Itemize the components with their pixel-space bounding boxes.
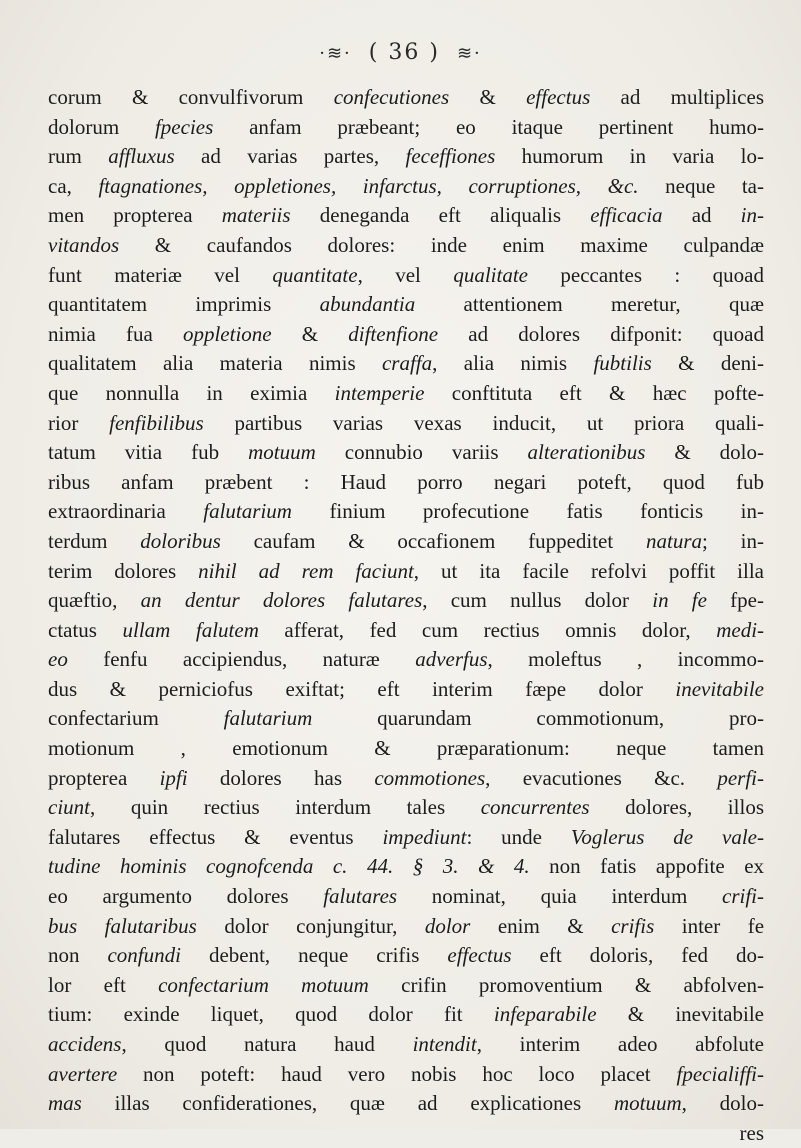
text-segment: funt materiæ vel [48,262,273,287]
text-line [48,320,764,350]
text-segment: rum [48,144,109,169]
italic-segment: crifi- [722,884,764,909]
text-segment: dolorum [48,114,155,139]
text-segment: , vel [357,262,454,287]
italic-segment: fpecies [154,114,214,139]
italic-segment: accidens [48,1032,122,1056]
text-segment: ca, [48,173,99,198]
text-segment: qualitatem alia materia nimis [48,351,382,376]
italic-segment: in fe [652,588,707,613]
italic-segment: affluxus [108,144,175,169]
italic-segment: mas [48,1091,82,1116]
text-segment: ad [662,203,741,228]
italic-segment: crifis [611,913,655,938]
page-header [0,40,801,65]
text-line [48,261,764,291]
text-line [48,497,764,527]
text-segment: ad varias partes, [174,144,406,169]
text-segment: quantitatem imprimis [48,292,320,317]
italic-segment: motuum [613,1091,682,1116]
italic-segment: diftenfione [348,321,439,346]
text-line [48,764,764,794]
text-segment: nimia fua [48,321,183,346]
italic-segment: confecutiones [333,85,450,109]
text-segment: peccantes : quoad [527,262,764,287]
text-line [48,852,764,882]
text-line [48,734,764,764]
text-segment: , moleftus , incommo- [487,647,764,672]
text-segment: connubio variis [315,440,528,465]
text-line [48,468,764,498]
text-segment: attentionem meretur, quæ [415,292,764,317]
text-segment: illas confiderationes, quæ ad explicationes [81,1091,614,1116]
text-segment: falutares effectus & eventus [48,824,383,849]
text-line [48,941,764,971]
text-segment: men propterea [48,203,222,228]
text-segment: , cum nullus dolor [422,588,653,613]
text-segment: : unde [466,824,571,849]
italic-segment: Voglerus de vale- [570,824,764,849]
text-segment: anfam præbeant; eo itaque pertinent humo- [213,114,764,139]
text-line [48,586,764,616]
italic-segment: ipfi [159,765,188,790]
italic-segment: avertere [48,1061,118,1086]
text-segment: ctatus [48,617,123,642]
text-line [48,83,764,113]
text-segment: & [449,85,527,109]
text-segment: neque ta- [638,173,764,198]
text-segment: , quin rectius interdum tales [90,795,481,820]
italic-segment: doloribus [140,528,221,553]
italic-segment: feceffiones [405,144,496,169]
italic-segment: confectarium motuum [158,972,369,997]
italic-segment: abundantia [319,292,416,317]
text-segment: quæftio, [48,588,141,613]
italic-segment: fenfibilibus [109,410,204,435]
italic-segment: intemperie [334,380,425,405]
text-line [48,349,764,379]
text-line [48,882,764,912]
text-line [48,172,764,202]
italic-segment: infeparabile [493,1002,597,1027]
text-segment: terdum [48,528,141,553]
text-segment: , interim adeo abfolute [476,1032,764,1056]
italic-segment: falutarium [223,706,313,731]
italic-segment: commotiones [374,765,486,790]
italic-segment: qualitate [453,262,528,287]
italic-segment: natura [646,528,703,553]
text-segment: finium profecutione fatis fonticis in- [291,499,764,524]
text-segment: tium: exinde liquet, quod dolor fit [48,1002,494,1027]
italic-segment: impediunt [382,824,467,849]
text-line [48,409,764,439]
text-segment: crifin promoventium & abfolven- [368,972,764,997]
italic-segment: nihil ad rem faciunt [198,558,414,583]
italic-segment: ciunt [48,795,90,820]
text-segment: humorum in varia lo- [495,144,765,169]
text-segment: dus & perniciofus exiftat; eft interim fæpe dolor [48,676,676,701]
text-segment: ; in- [702,528,765,553]
italic-segment: confundi [107,943,181,968]
text-line [48,527,764,557]
italic-segment: effectus [447,943,512,968]
text-segment: res [739,1120,764,1145]
text-line [48,379,764,409]
text-segment: & inevitabile [596,1002,764,1027]
text-line [48,616,764,646]
italic-segment: fpecialiffi- [676,1061,764,1086]
text-segment: eo argumento dolores [48,884,324,909]
italic-segment: efficacia [590,203,663,228]
text-line [48,645,764,675]
text-line [48,793,764,823]
text-segment: propterea [48,765,160,790]
text-segment: tatum vitia fub [48,440,249,465]
text-line [48,438,764,468]
text-segment: extraordinaria [48,499,204,524]
text-line [48,704,764,734]
text-segment: inter fe [654,913,765,938]
text-line [48,142,764,172]
italic-segment: medi- [716,617,765,642]
text-line [48,290,764,320]
italic-segment: vitandos [48,232,120,257]
text-segment: debent, neque crifis [180,943,448,968]
text-segment: ribus anfam præbent : Haud porro negari poteft, quod fub [48,469,764,494]
text-segment: confectarium [48,706,224,731]
text-segment: dolores, illos [589,795,764,820]
text-segment: , ut ita facile refolvi poffit illa [413,558,764,583]
text-segment: conftituta eft & hæc pofte- [424,380,764,405]
text-line [48,1089,764,1119]
text-segment: & dolo- [645,440,764,465]
italic-segment: falutarium [203,499,292,524]
italic-segment: effectus [526,85,591,109]
body-text [48,83,764,1148]
text-segment: & caufandos dolores: inde enim maxime culpandæ [119,232,764,257]
text-segment: ad multiplices [590,85,764,109]
text-line [48,557,764,587]
text-line [48,971,764,1001]
text-segment: terim dolores [48,558,199,583]
italic-segment: craffa [381,351,433,376]
text-segment: , evacutiones &c. [485,765,718,790]
text-line [48,1060,764,1090]
text-segment: ad dolores difponit: quoad [438,321,765,346]
text-segment: corum & convulfivorum [48,85,334,109]
text-segment: que nonnulla in eximia [48,380,335,405]
italic-segment: ullam falutem [122,617,259,642]
italic-segment: perfi- [717,765,764,790]
text-segment: afferat, fed cum rectius omnis dolor, [258,617,717,642]
italic-segment: falutares [323,884,398,909]
text-segment: dolores has [187,765,375,790]
text-line [48,1030,764,1060]
text-segment: fenfu accipiendus, naturæ [67,647,416,672]
text-line [48,231,764,261]
text-segment: quarundam commotionum, pro- [312,706,764,731]
text-segment: fpe- [706,588,764,613]
text-segment: caufam & occafionem fuppeditet [220,528,647,553]
text-segment: partibus varias vexas inducit, ut priora quali- [203,410,764,435]
italic-segment: intendit [412,1032,477,1056]
italic-segment: concurrentes [480,795,590,820]
italic-segment: tudine hominis cognofcenda c. 44. § 3. & 4. [48,854,530,879]
text-segment: enim & [470,913,612,938]
text-line [48,113,764,143]
text-line [48,1000,764,1030]
text-segment: nominat, quia interdum [397,884,722,909]
italic-segment: in- [740,203,764,228]
italic-segment: bus falutaribus [48,913,197,938]
text-line [48,1119,764,1148]
text-segment: , quod natura haud [121,1032,413,1056]
text-segment: eft doloris, fed do- [511,943,764,968]
text-segment: dolor conjungitur, [196,913,425,938]
text-segment: lor eft [48,972,159,997]
text-segment: rior [48,410,110,435]
italic-segment: dolor [424,913,471,938]
text-segment: non [48,943,108,968]
text-segment: motionum , emotionum & præparationum: neque tamen [48,736,764,761]
italic-segment: quantitate [272,262,358,287]
italic-segment: fubtilis [593,351,652,376]
text-line [48,823,764,853]
italic-segment: adverfus [415,647,488,672]
italic-segment: oppletione [182,321,272,346]
text-line [48,912,764,942]
italic-segment: motuum [248,440,316,465]
text-segment: & deni- [651,351,764,376]
italic-segment: materiis [221,203,291,228]
text-segment: deneganda eft aliqualis [290,203,591,228]
text-segment: , dolo- [681,1091,764,1116]
text-segment: non fatis appofite ex [529,854,765,879]
italic-segment: eo [48,647,68,672]
italic-segment: inevitabile [675,676,764,701]
page-number: ( 36 ) [368,40,440,65]
italic-segment: ftagnationes, oppletiones, infarctus, corruptiones, &c. [98,173,639,198]
ornament-right-icon: ≋· [456,43,482,64]
text-segment: non poteft: haud vero nobis hoc loco placet [117,1061,677,1086]
text-line [48,675,764,705]
italic-segment: alterationibus [527,440,646,465]
ornament-left-icon: ·≋· [319,43,352,64]
text-segment: & [271,321,349,346]
text-line [48,201,764,231]
italic-segment: an dentur dolores falutares [140,588,423,613]
text-segment: , alia nimis [432,351,594,376]
